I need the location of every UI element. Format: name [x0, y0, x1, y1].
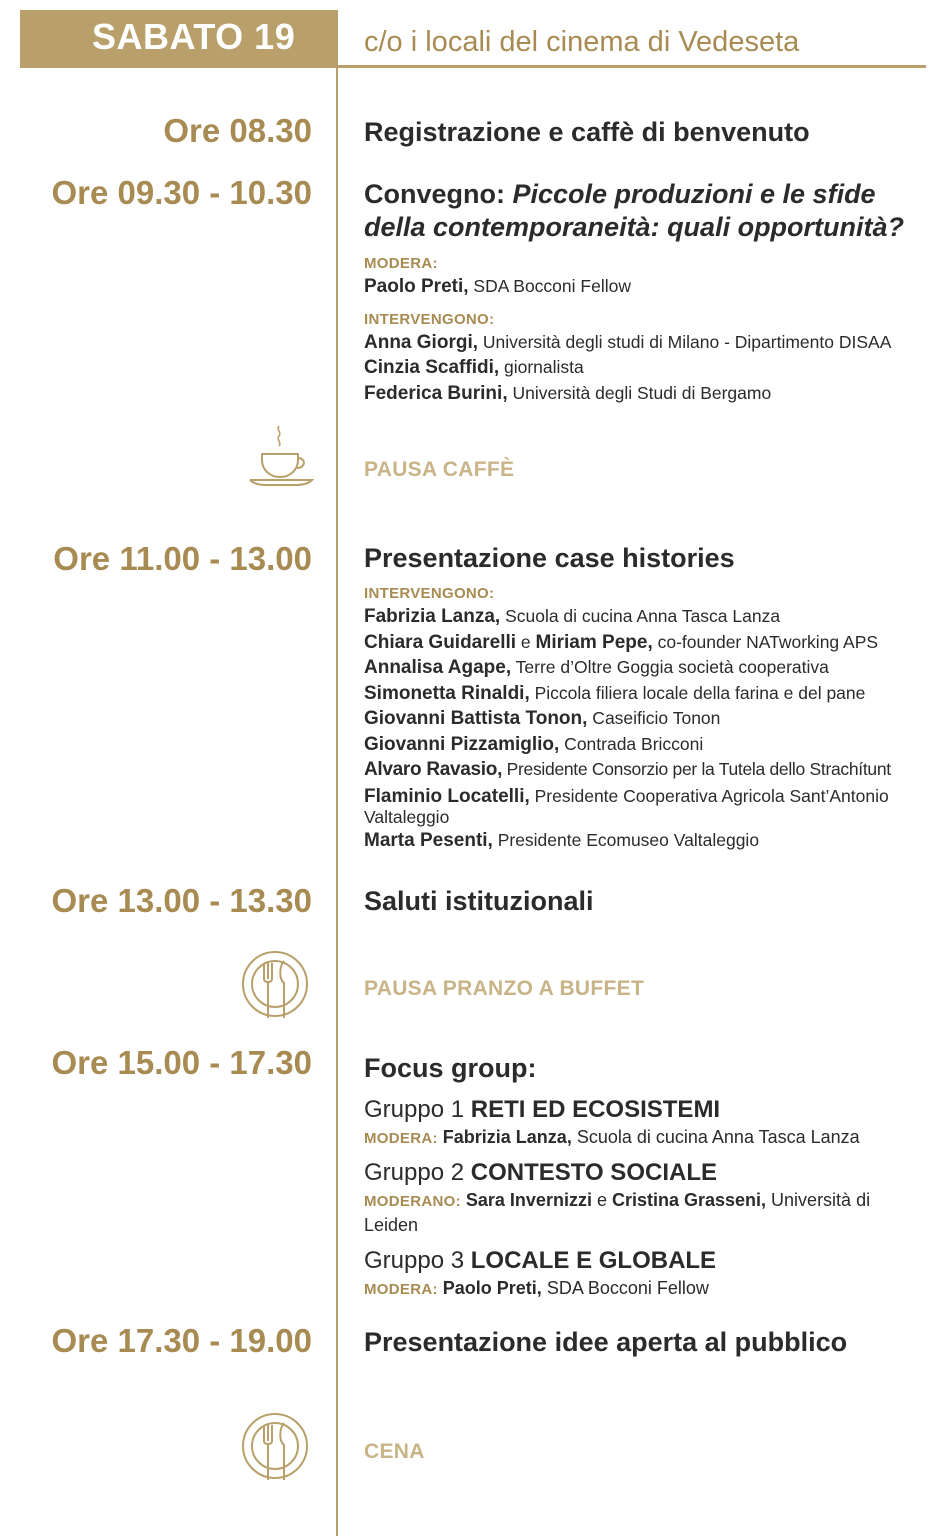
session-time: Ore 17.30 - 19.00	[51, 1322, 312, 1359]
group-moderator	[364, 1125, 928, 1150]
pause-label: CENA	[364, 1440, 425, 1463]
title-italic: Piccole produzioni e le sfide	[512, 179, 876, 209]
speaker-affiliation: Scuola di cucina Anna Tasca Lanza	[571, 1127, 860, 1147]
focus-group-title	[364, 1158, 928, 1188]
session-title: Registrazione e caffè di benvenuto	[364, 117, 810, 147]
speaker-name: Marta Pesenti,	[364, 829, 493, 851]
timeline-divider	[336, 10, 338, 1536]
speaker-name: Paolo Preti,	[442, 1278, 542, 1298]
day-title: SABATO 19	[92, 16, 296, 57]
speaker-line	[364, 330, 928, 356]
role-label: MODERANO:	[364, 1193, 461, 1210]
session-time: Ore 09.30 - 10.30	[51, 174, 312, 211]
session-block	[364, 542, 928, 853]
speaker-line	[364, 783, 928, 828]
speaker-line	[364, 355, 928, 381]
group-prefix: Gruppo 1	[364, 1096, 471, 1123]
speaker-line	[364, 655, 928, 681]
title-prefix: Convegno:	[364, 179, 513, 209]
title-italic: della contemporaneità: quali opportunità?	[364, 212, 905, 242]
speaker-affiliation: SDA Bocconi Fellow	[468, 276, 631, 296]
header-divider	[20, 65, 926, 68]
speaker-name: Sara Invernizzi	[465, 1190, 592, 1210]
role-label: MODERA:	[364, 1130, 438, 1147]
group-name: RETI ED ECOSISTEMI	[470, 1096, 721, 1123]
session-block	[364, 1326, 928, 1359]
session-title	[364, 178, 928, 244]
role-label: MODERA:	[364, 1281, 438, 1298]
focus-group-title	[364, 1095, 928, 1125]
speaker-line	[364, 604, 928, 630]
speaker-affiliation: Piccola filiera locale della farina e del pane	[529, 682, 866, 703]
role-label: MODERA:	[364, 255, 438, 272]
session-block	[364, 178, 928, 406]
speaker-affiliation: Università degli studi di Milano - Dipartimento DISAA	[478, 331, 892, 352]
speaker-affiliation: Scuola di cucina Anna Tasca Lanza	[500, 606, 781, 626]
speaker-name: Fabrizia Lanza,	[442, 1127, 572, 1147]
speaker-name: Flaminio Locatelli,	[364, 785, 530, 807]
session-block	[364, 116, 928, 149]
group-name: LOCALE E GLOBALE	[470, 1247, 717, 1274]
coffee-cup-icon	[246, 422, 316, 488]
conjunction: e	[516, 631, 536, 652]
speaker-affiliation: Presidente Ecomuseo Valtaleggio	[492, 829, 760, 850]
speaker-name: Cristina Grasseni,	[611, 1190, 767, 1210]
group-moderator	[364, 1276, 928, 1301]
speaker-name: Miriam Pepe,	[535, 631, 653, 653]
plate-fork-knife-icon	[240, 1411, 310, 1483]
speaker-name: Paolo Preti,	[364, 276, 469, 297]
group-prefix: Gruppo 2	[364, 1159, 471, 1186]
speaker-name: Fabrizia Lanza,	[364, 606, 501, 627]
session-time: Ore 13.00 - 13.30	[51, 882, 312, 919]
speaker-affiliation: giornalista	[499, 357, 584, 377]
plate-fork-knife-icon	[240, 949, 310, 1021]
group-name: CONTESTO SOCIALE	[470, 1159, 717, 1186]
session-block	[364, 885, 928, 918]
speaker-name: Chiara Guidarelli	[364, 631, 517, 653]
speaker-name: Alvaro Ravasio,	[364, 759, 503, 780]
speaker-line	[364, 757, 928, 783]
session-time: Ore 11.00 - 13.00	[53, 540, 312, 577]
session-time: Ore 15.00 - 17.30	[51, 1044, 312, 1081]
speaker-line	[364, 681, 928, 707]
role-label: INTERVENGONO:	[364, 310, 495, 328]
speaker-affiliation: Università degli Studi di Bergamo	[507, 382, 772, 403]
session-title: Presentazione idee aperta al pubblico	[364, 1327, 848, 1357]
speaker-line	[364, 706, 928, 732]
focus-group-title	[364, 1246, 928, 1276]
group-moderator	[364, 1188, 928, 1238]
speaker-affiliation: Presidente Cooperativa Agricola Sant’Antonio Valtaleggio	[364, 785, 889, 827]
speaker-name: Simonetta Rinaldi,	[364, 682, 530, 704]
speaker-line	[364, 381, 928, 407]
role-label: INTERVENGONO:	[364, 585, 495, 602]
session-block	[364, 1052, 928, 1301]
speaker-name: Federica Burini,	[364, 382, 508, 404]
pause-label: PAUSA PRANZO A BUFFET	[364, 977, 645, 1000]
speaker-line	[364, 828, 928, 854]
conjunction: e	[591, 1190, 612, 1210]
speaker-affiliation: Terre d’Oltre Goggia società cooperativa	[511, 657, 829, 677]
speaker-affiliation: Contrada Bricconi	[559, 733, 704, 754]
speaker-name: Giovanni Battista Tonon,	[364, 708, 588, 729]
speaker-line	[364, 630, 928, 656]
speaker-line	[364, 732, 928, 758]
session-title: Presentazione case histories	[364, 543, 735, 573]
speaker-affiliation: Presidente Consorzio per la Tutela dello Strachítunt	[502, 759, 891, 779]
venue-text: c/o i locali del cinema di Vedeseta	[364, 26, 800, 58]
pause-label: PAUSA CAFFÈ	[364, 458, 515, 481]
group-prefix: Gruppo 3	[364, 1247, 471, 1274]
speaker-affiliation: Università di Leiden	[364, 1190, 871, 1235]
speaker-name: Giovanni Pizzamiglio,	[364, 733, 560, 755]
session-title: Focus group:	[364, 1053, 537, 1083]
session-time: Ore 08.30	[163, 112, 312, 149]
speaker-affiliation: Caseificio Tonon	[587, 708, 721, 728]
speaker-line	[364, 274, 928, 300]
speaker-name: Anna Giorgi,	[364, 331, 478, 353]
speaker-name: Cinzia Scaffidi,	[364, 357, 500, 378]
speaker-name: Annalisa Agape,	[364, 657, 512, 678]
speaker-affiliation: co-founder NATworking APS	[652, 631, 879, 652]
session-title: Saluti istituzionali	[364, 886, 594, 916]
speaker-affiliation: SDA Bocconi Fellow	[541, 1278, 709, 1298]
